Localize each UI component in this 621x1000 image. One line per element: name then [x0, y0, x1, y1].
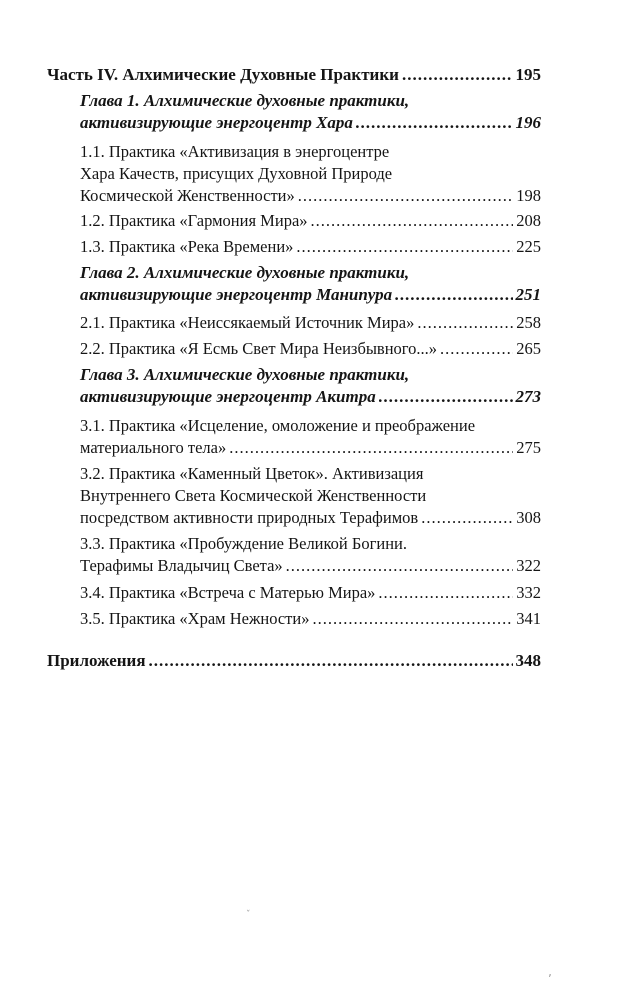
dot-leader	[417, 312, 513, 334]
toc-entry-practice-1-3	[80, 236, 541, 258]
toc-entry-chapter-1	[80, 90, 541, 134]
toc-page-number: 195	[515, 65, 541, 84]
dot-leader	[298, 185, 513, 207]
dot-leader	[229, 437, 513, 459]
toc-page-number: 265	[516, 339, 541, 358]
toc-entry-title-line2: активизирующие энергоцентр Манипура	[80, 285, 393, 304]
toc-entry-practice-2-2	[80, 338, 541, 360]
scan-speck: ʼ	[548, 972, 552, 986]
toc-entry-title-line2: материального тела»	[80, 438, 227, 457]
toc-page-number: 225	[516, 237, 541, 256]
toc-entry-title-line2: Внутреннего Света Космической Женственности	[80, 486, 427, 505]
dot-leader	[296, 236, 513, 258]
toc-entry-title-line2: активизирующие энергоцентр Акитра	[80, 387, 376, 406]
toc-page-number: 198	[516, 186, 541, 205]
toc-entry-title: Часть IV. Алхимические Духовные Практики	[47, 65, 399, 84]
toc-entry-practice-3-3	[80, 533, 541, 577]
dot-leader	[311, 210, 514, 232]
toc-entry-title-line1: 3.1. Практика «Исцеление, омоложение и преображение	[80, 416, 476, 435]
toc-entry-title-line2: Терафимы Владычиц Света»	[80, 556, 283, 575]
dot-leader	[356, 112, 513, 134]
toc-entry-title: 3.5. Практика «Храм Нежности»	[80, 609, 310, 628]
toc-entry-title-line2: активизирующие энергоцентр Хара	[80, 113, 353, 132]
toc-entry-title-line1: 1.1. Практика «Активизация в энергоцентре	[80, 142, 390, 161]
dot-leader	[312, 608, 513, 630]
toc-entry-practice-3-5	[80, 608, 541, 630]
toc-entry-title: Приложения	[47, 651, 146, 670]
dot-leader	[440, 338, 513, 360]
dot-leader	[149, 650, 513, 672]
toc-entry-chapter-2	[80, 262, 541, 306]
toc-entry-title-line1: Глава 1. Алхимические духовные практики,	[80, 91, 410, 110]
dot-leader	[421, 507, 513, 529]
toc-page-number: 258	[516, 313, 541, 332]
toc-entry-practice-1-2	[80, 210, 541, 232]
toc-entry-title-line2: Хара Качеств, присущих Духовной Природе	[80, 164, 393, 183]
toc-page-number: 341	[516, 609, 541, 628]
toc-page-number: 308	[516, 508, 541, 527]
toc-page-number: 322	[516, 556, 541, 575]
toc-entry-title: 1.3. Практика «Река Времени»	[80, 237, 294, 256]
toc-entry-title: 1.2. Практика «Гармония Мира»	[80, 211, 308, 230]
toc-entry-practice-2-1	[80, 312, 541, 334]
toc-entry-title: 2.2. Практика «Я Есмь Свет Мира Неизбывного...»	[80, 339, 438, 358]
toc-entry-practice-3-4	[80, 582, 541, 604]
toc-entry-chapter-3	[80, 364, 541, 408]
toc-entry-practice-3-2	[80, 463, 541, 529]
scan-speck: ˇ	[246, 910, 251, 920]
toc-entry-part-4	[47, 64, 541, 86]
toc-entry-title-line1: 3.2. Практика «Каменный Цветок». Активизация	[80, 464, 424, 483]
toc-entry-title-line3: посредством активности природных Терафимов	[80, 508, 419, 527]
toc-page-number: 251	[515, 285, 541, 304]
toc-entry-title-line3: Космической Женственности»	[80, 186, 295, 205]
toc-entry-title-line1: Глава 2. Алхимические духовные практики,	[80, 263, 410, 282]
dot-leader	[378, 582, 513, 604]
toc-entry-title: 3.4. Практика «Встреча с Матерью Мира»	[80, 583, 376, 602]
toc-page-number: 332	[516, 583, 541, 602]
toc-entry-practice-1-1	[80, 141, 541, 207]
dot-leader	[395, 284, 512, 306]
toc-entry-title-line1: Глава 3. Алхимические духовные практики,	[80, 365, 410, 384]
toc-entry-appendix	[47, 650, 541, 672]
toc-page-number: 348	[515, 651, 541, 670]
toc-entry-title-line1: 3.3. Практика «Пробуждение Великой Богини.	[80, 534, 407, 553]
toc-entry-title: 2.1. Практика «Неиссякаемый Источник Мира»	[80, 313, 415, 332]
toc-page-number: 208	[516, 211, 541, 230]
toc-page-number: 196	[515, 113, 541, 132]
dot-leader	[286, 555, 514, 577]
toc-entry-practice-3-1	[80, 415, 541, 459]
toc-page-number: 273	[515, 387, 541, 406]
dot-leader	[379, 386, 513, 408]
toc-page-number: 275	[516, 438, 541, 457]
dot-leader	[402, 64, 513, 86]
